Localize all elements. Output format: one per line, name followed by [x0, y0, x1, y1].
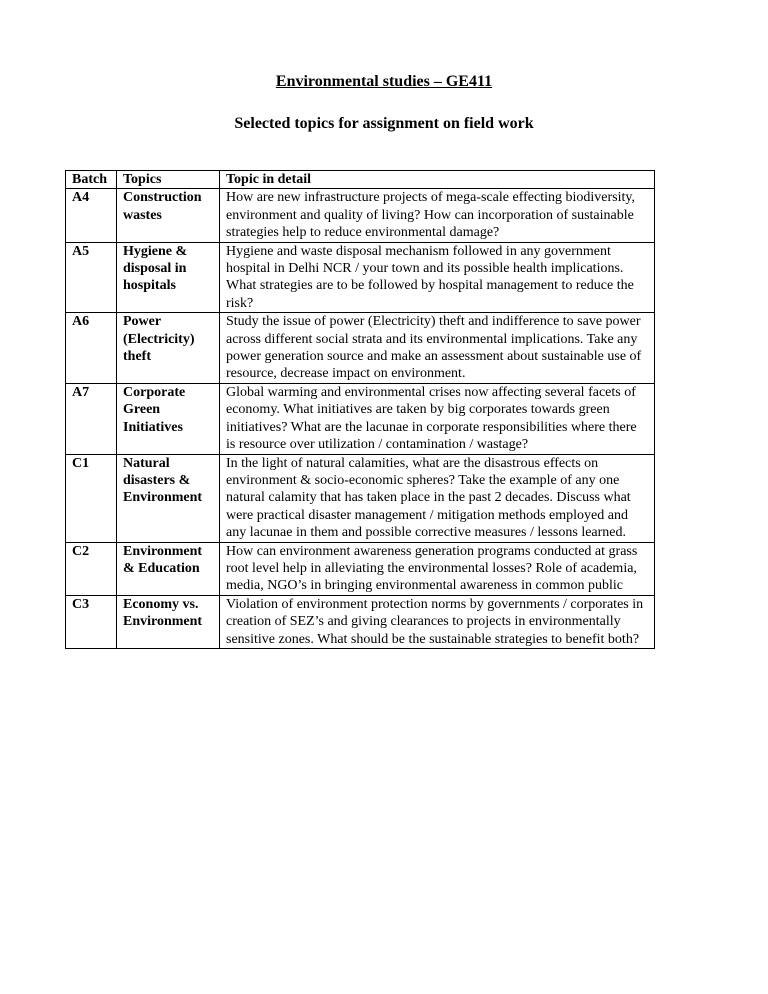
table-row: [66, 189, 655, 242]
topic-cell: Power (Electricity) theft: [117, 313, 220, 384]
detail-cell: How are new infrastructure projects of mega-scale effecting biodiversity, environment and quality of living? How can incorporation of sustainable strategies help to reduce environmental damage?: [220, 189, 655, 242]
table-row: [66, 242, 655, 313]
topic-cell: Natural disasters & Environment: [117, 454, 220, 542]
detail-cell: Global warming and environmental crises now affecting several facets of economy. What initiatives are taken by big corporates towards green initiatives? What are the lacunae in corporate responsibilities where there is resource over utilization / contamination / wastage?: [220, 383, 655, 454]
detail-cell: In the light of natural calamities, what are the disastrous effects on environment & socio-economic spheres? Take the example of any one natural calamity that has taken place in the past 2 decades. Discuss what were practical disaster management / mitigation methods employed and any lacunae in them and possible corrective measures / lessons learned.: [220, 454, 655, 542]
header-batch: Batch: [66, 171, 117, 189]
topic-cell: Economy vs. Environment: [117, 595, 220, 648]
batch-cell: A6: [66, 313, 117, 384]
table-row: [66, 313, 655, 384]
topics-table: [65, 170, 655, 649]
detail-cell: Study the issue of power (Electricity) theft and indifference to save power across different social strata and its environmental implications. Take any power generation source and make an assessment about sustainable use of resource, decrease impact on environment.: [220, 313, 655, 384]
detail-cell: Violation of environment protection norms by governments / corporates in creation of SEZ’s and giving clearances to projects in environmentally sensitive zones. What should be the sustainable strategies to benefit both?: [220, 595, 655, 648]
batch-cell: A5: [66, 242, 117, 313]
header-topic-detail: Topic in detail: [220, 171, 655, 189]
detail-cell: Hygiene and waste disposal mechanism followed in any government hospital in Delhi NCR / your town and its possible health implications. What strategies are to be followed by hospital management to reduce the risk?: [220, 242, 655, 313]
batch-cell: C2: [66, 542, 117, 595]
table-row: [66, 595, 655, 648]
document-subtitle: Selected topics for assignment on field work: [234, 115, 534, 132]
header-topics: Topics: [117, 171, 220, 189]
table-row: [66, 383, 655, 454]
table-row: [66, 542, 655, 595]
detail-cell: How can environment awareness generation programs conducted at grass root level help in alleviating the environmental losses? Role of academia, media, NGO’s in bringing environmental awareness in common public: [220, 542, 655, 595]
table-row: [66, 454, 655, 542]
table-header-row: [66, 171, 655, 189]
topic-cell: Environment & Education: [117, 542, 220, 595]
batch-cell: A4: [66, 189, 117, 242]
topic-cell: Corporate Green Initiatives: [117, 383, 220, 454]
topic-cell: Construction wastes: [117, 189, 220, 242]
topic-cell: Hygiene & disposal in hospitals: [117, 242, 220, 313]
batch-cell: C3: [66, 595, 117, 648]
document-title: Environmental studies – GE411: [275, 73, 493, 90]
batch-cell: C1: [66, 454, 117, 542]
batch-cell: A7: [66, 383, 117, 454]
